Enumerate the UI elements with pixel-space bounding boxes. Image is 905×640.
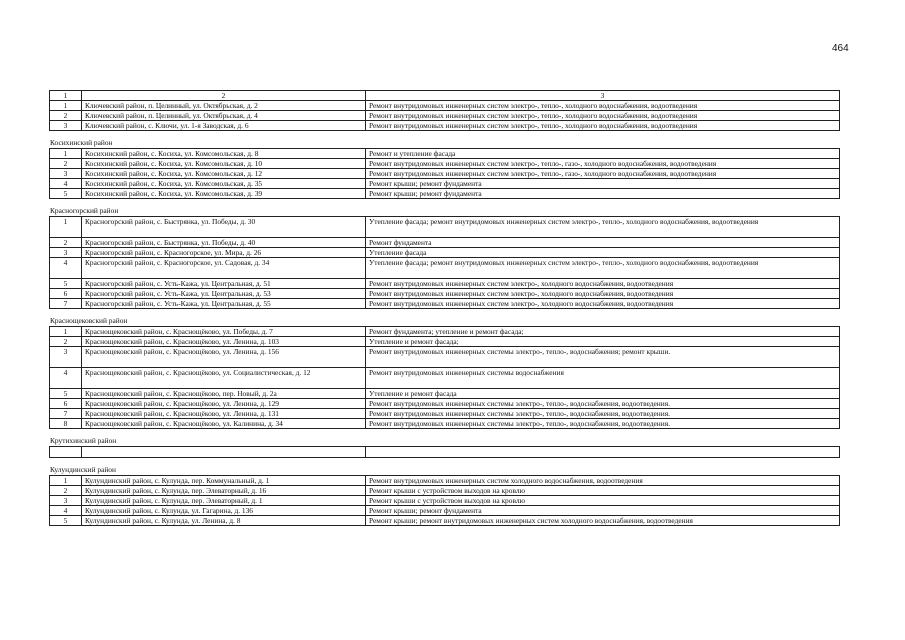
address-cell: Кулундинский район, с. Кулунда, пер. Элеваторный, д. 1 [81,495,366,506]
row-number: 5 [49,188,82,199]
work-type-cell: Ремонт крыши; ремонт фундамента [365,178,840,189]
table-row [49,299,840,309]
address-cell: Краснощековский район, с. Краснощёково, ул. Социалистическая, д. 12 [81,367,366,389]
work-type-cell: Ремонт внутридомовых инженерных систем электро-, тепло-, холодного водоснабжения, водоотведения [365,110,840,121]
work-type-cell: Ремонт внутридомовых инженерных систем электро-, холодного водоснабжения, водоотведения [365,298,840,309]
work-type-cell: Ремонт внутридомовых инженерных систем электро-, тепло-, газо-, холодного водоснабжения, водоотведения [365,158,840,169]
row-number: 1 [49,148,82,159]
table-row [49,217,840,238]
district-heading: Косихинский район [50,138,113,147]
row-number: 2 [49,158,82,169]
row-number: 2 [49,485,82,496]
address-cell: Косихинский район, с. Косиха, ул. Комсомольская, д. 10 [81,158,366,169]
address-cell: Косихинский район, с. Косиха, ул. Комсомольская, д. 8 [81,148,366,159]
address-cell: Кулундинский район, с. Кулунда, пер. Коммунальный, д. 1 [81,475,366,486]
address-cell: Краснощековский район, с. Краснощёково, пер. Новый, д. 2а [81,388,366,399]
table-row [49,258,840,279]
work-type-cell: Утепление фасада [365,247,840,258]
row-number: 3 [49,346,82,368]
work-type-cell: Ремонт крыши; ремонт фундамента [365,188,840,199]
row-number: 7 [49,298,82,309]
district-heading: Крутихинский район [50,436,117,445]
row-number: 3 [49,495,82,506]
work-type-cell: Ремонт крыши; ремонт фундамента [365,505,840,516]
work-type-cell: Утепление и ремонт фасада; [365,336,840,347]
work-type-cell: Ремонт крыши с устройством выходов на кровлю [365,495,840,506]
work-type-cell: Ремонт внутридомовых инженерных системы электро-, тепло-, водоснабжения; ремонт крыши. [365,346,840,368]
work-type-cell: Ремонт внутридомовых инженерных системы электро-, тепло-, водоснабжения, водоотведения. [365,408,840,419]
address-cell: Кулундинский район, с. Кулунда, пер. Элеваторный, д. 16 [81,485,366,496]
header-col-3: 3 [365,90,840,101]
work-type-cell: Ремонт крыши с устройством выходов на кровлю [365,485,840,496]
address-cell: Краснощековский район, с. Краснощёково, ул. Ленина, д. 103 [81,336,366,347]
row-number: 4 [49,505,82,516]
address-cell: Красногорский район, с. Быстрянка, ул. Победы, д. 40 [81,237,366,248]
row-number: 1 [49,100,82,111]
row-number: 3 [49,247,82,258]
row-number: 2 [49,110,82,121]
address-cell: Ключевский район, с. Ключи, ул. 1-я Заводская, д. 6 [81,120,366,131]
work-type-cell: Ремонт внутридомовых инженерных систем электро-, тепло-, газо-, холодного водоснабжения, водоотведения [365,168,840,179]
row-number: 6 [49,398,82,409]
work-type-cell: Ремонт фундамента; утепление и ремонт фасада; [365,326,840,337]
address-cell: Ключевский район, п. Целинный, ул. Октябрьская, д. 4 [81,110,366,121]
address-cell: Косихинский район, с. Косиха, ул. Комсомольская, д. 12 [81,168,366,179]
table-row [49,516,840,526]
row-number: 1 [49,216,82,238]
table-row [49,419,840,429]
row-number: 8 [49,418,82,429]
address-cell: Краснощековский район, с. Краснощёково, ул. Калинина, д. 34 [81,418,366,429]
header-col-2: 2 [81,90,366,101]
work-type-cell: Утепление фасада; ремонт внутридомовых инженерных систем электро-, тепло-, холодного водоснабжения, водоотведения [365,257,840,279]
row-number: 4 [49,178,82,189]
row-number: 1 [49,475,82,486]
address-cell: Ключевский район, п. Целинный, ул. Октябрьская, д. 2 [81,100,366,111]
row-number: 5 [49,388,82,399]
work-type-cell: Ремонт внутридомовых инженерных системы электро-, тепло-, водоснабжения, водоотведения. [365,418,840,429]
address-cell [81,446,366,458]
table-row [49,121,840,131]
address-cell: Красногорский район, с. Красногорское, ул. Мира, д. 26 [81,247,366,258]
table-row [49,447,840,458]
table-row [49,189,840,199]
work-type-cell: Ремонт внутридомовых инженерных системы водоснабжения [365,367,840,389]
address-cell: Красногорский район, с. Усть-Кажа, ул. Центральная, д. 53 [81,288,366,299]
work-type-cell: Ремонт внутридомовых инженерных системы электро-, тепло-, водоснабжения, водоотведения. [365,398,840,409]
work-type-cell: Ремонт внутридомовых инженерных систем электро-, холодного водоснабжения, водоотведения [365,278,840,289]
work-type-cell: Утепление и ремонт фасада [365,388,840,399]
address-cell: Краснощековский район, с. Краснощёково, ул. Победы, д. 7 [81,326,366,337]
district-heading: Кулундинский район [50,465,116,474]
work-type-cell: Ремонт внутридомовых инженерных систем электро-, холодного водоснабжения, водоотведения [365,288,840,299]
row-number: 7 [49,408,82,419]
header-col-1: 1 [49,90,82,101]
repair-table [49,91,840,526]
work-type-cell: Ремонт внутридомовых инженерных систем электро-, тепло-, холодного водоснабжения, водоотведения [365,100,840,111]
address-cell: Кулундинский район, с. Кулунда, ул. Гагарина, д. 136 [81,505,366,516]
address-cell: Косихинский район, с. Косиха, ул. Комсомольская, д. 39 [81,188,366,199]
address-cell: Кулундинский район, с. Кулунда, ул. Ленина, д. 8 [81,515,366,526]
address-cell: Красногорский район, с. Красногорское, ул. Садовая, д. 34 [81,257,366,279]
row-number: 6 [49,288,82,299]
row-number: 2 [49,336,82,347]
work-type-cell: Ремонт крыши; ремонт внутридомовых инженерных систем холодного водоснабжения, водоотведения [365,515,840,526]
table-body [49,101,840,526]
table-row [49,347,840,368]
row-number: 4 [49,367,82,389]
row-number: 5 [49,515,82,526]
address-cell: Краснощековский район, с. Краснощёково, ул. Ленина, д. 156 [81,346,366,368]
row-number: 5 [49,278,82,289]
row-number [49,446,82,458]
address-cell: Краснощековский район, с. Краснощёково, ул. Ленина, д. 131 [81,408,366,419]
work-type-cell: Ремонт и утепление фасада [365,148,840,159]
row-number: 3 [49,168,82,179]
work-type-cell: Ремонт внутридомовых инженерных систем холодного водоснабжения, водоотведения [365,475,840,486]
row-number: 2 [49,237,82,248]
row-number: 4 [49,257,82,279]
work-type-cell [365,446,840,458]
row-number: 3 [49,120,82,131]
district-heading: Красногорский район [50,206,119,215]
address-cell: Красногорский район, с. Усть-Кажа, ул. Центральная, д. 55 [81,298,366,309]
row-number: 1 [49,326,82,337]
work-type-cell: Ремонт фундамента [365,237,840,248]
address-cell: Красногорский район, с. Быстрянка, ул. Победы, д. 30 [81,216,366,238]
address-cell: Косихинский район, с. Косиха, ул. Комсомольская, д. 35 [81,178,366,189]
work-type-cell: Утепление фасада; ремонт внутридомовых инженерных систем электро-, тепло-, холодного водоснабжения, водоотведения [365,216,840,238]
work-type-cell: Ремонт внутридомовых инженерных систем электро-, тепло-, холодного водоснабжения, водоотведения [365,120,840,131]
address-cell: Красногорский район, с. Усть-Кажа, ул. Центральная, д. 51 [81,278,366,289]
district-heading: Краснощековский район [50,316,128,325]
page-number: 464 [832,43,849,54]
table-row [49,368,840,389]
address-cell: Краснощековский район, с. Краснощёково, ул. Ленина, д. 129 [81,398,366,409]
